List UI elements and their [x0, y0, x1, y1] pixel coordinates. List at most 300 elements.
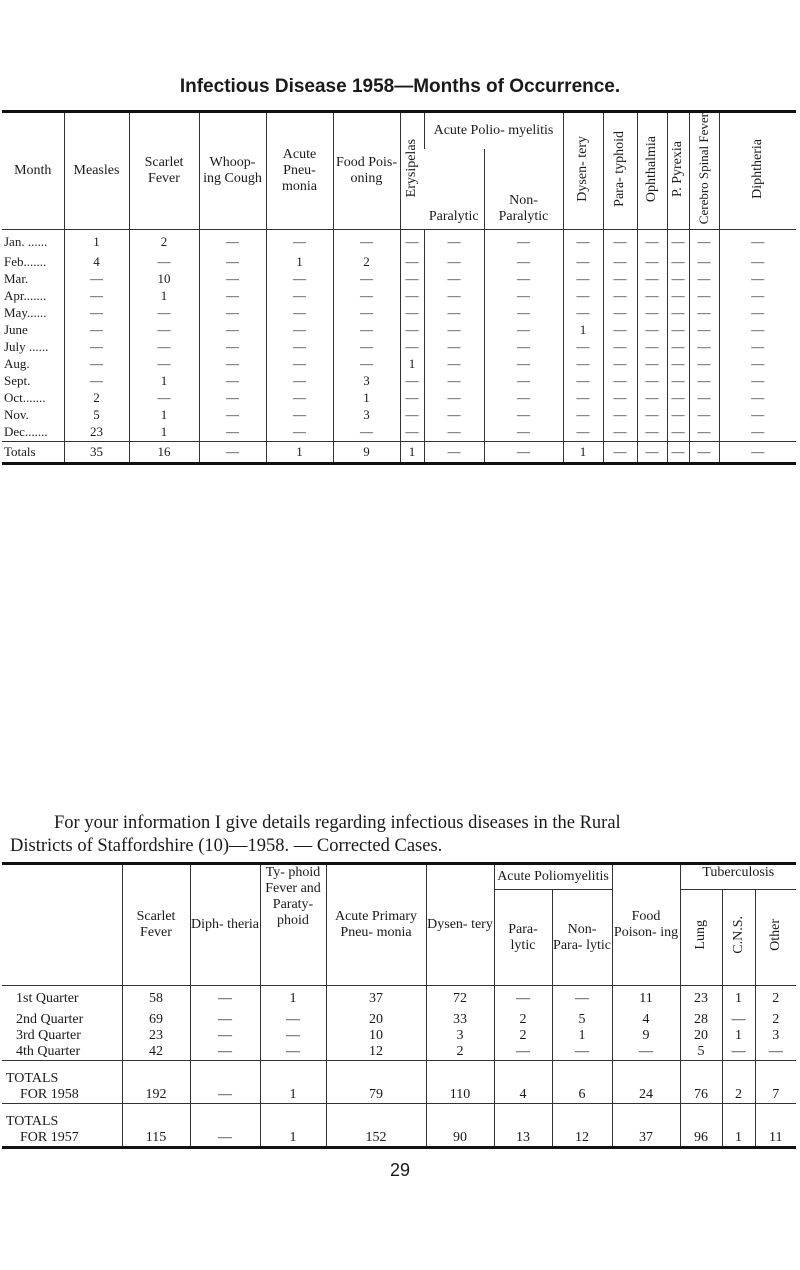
table-row — [2, 424, 796, 442]
table-cell: — — [400, 373, 424, 390]
col-header-paralytic: Paralytic — [424, 149, 484, 230]
table-cell: — — [260, 1028, 326, 1044]
table-row — [2, 356, 796, 373]
table-cell: — — [484, 424, 563, 442]
table-cell: 10 — [326, 1028, 426, 1044]
month-label: Apr....... — [4, 288, 47, 304]
table-cell: — — [563, 390, 603, 407]
table-cell: — — [64, 322, 129, 339]
table-cell: — — [637, 356, 667, 373]
table-cell: 42 — [122, 1044, 190, 1061]
table-cell: — — [199, 339, 266, 356]
table-cell: — — [667, 305, 689, 322]
table-cell: — — [603, 322, 637, 339]
col-header-dysentery: Dysen- tery — [563, 112, 603, 230]
table-cell: 23 — [64, 424, 129, 442]
totals-cell: 1 — [260, 1060, 326, 1103]
totals-cell: 2 — [722, 1060, 755, 1103]
table-cell: — — [484, 390, 563, 407]
table-cell: — — [667, 322, 689, 339]
t2-col-header-blank — [2, 864, 122, 986]
table-cell: — — [689, 390, 719, 407]
table-cell: — — [563, 356, 603, 373]
table-cell: — — [64, 305, 129, 322]
totals-cell: 1 — [722, 1103, 755, 1147]
rural-districts-table — [2, 862, 796, 1149]
table-cell: — — [637, 322, 667, 339]
totals-cell: 9 — [333, 441, 400, 463]
col-header-whooping-cough: Whoop- ing Cough — [199, 112, 266, 230]
table-cell: — — [552, 986, 612, 1012]
totals-cell: 115 — [122, 1103, 190, 1147]
table-cell: 3 — [426, 1028, 494, 1044]
table-cell: — — [719, 356, 796, 373]
table-cell: 23 — [680, 986, 722, 1012]
table-cell: — — [199, 230, 266, 254]
table-cell: — — [400, 230, 424, 254]
quarter-row — [2, 1012, 796, 1028]
totals-cell: — — [667, 441, 689, 463]
totals-label-line1: TOTALS — [6, 1113, 59, 1129]
table-cell: 2 — [755, 986, 796, 1012]
table-cell: — — [494, 1044, 552, 1061]
table-cell: — — [689, 356, 719, 373]
table-cell: 1 — [333, 390, 400, 407]
totals-cell: 152 — [326, 1103, 426, 1147]
table-cell: — — [424, 271, 484, 288]
table-cell: 1 — [129, 407, 199, 424]
totals-cell: 1 — [400, 441, 424, 463]
table-cell: — — [266, 230, 333, 254]
table-row — [2, 288, 796, 305]
table-cell: 1 — [129, 424, 199, 442]
table-cell: — — [563, 288, 603, 305]
month-label: July ...... — [4, 339, 49, 355]
t2-col-header-dysentery: Dysen- tery — [426, 864, 494, 986]
table-cell: — — [603, 373, 637, 390]
table-cell: — — [333, 339, 400, 356]
totals-label-line2: FOR 1958 — [20, 1086, 79, 1102]
table-cell: — — [689, 424, 719, 442]
table-cell: — — [333, 288, 400, 305]
totals-row — [2, 441, 796, 463]
table-cell: — — [484, 271, 563, 288]
table-cell: 28 — [680, 1012, 722, 1028]
table-cell: — — [64, 271, 129, 288]
table-cell: — — [199, 288, 266, 305]
table-cell: — — [755, 1044, 796, 1061]
table-cell: — — [637, 407, 667, 424]
table-row — [2, 254, 796, 271]
table-cell: — — [190, 986, 260, 1012]
table-cell: 1 — [400, 356, 424, 373]
col-header-erysipelas: Erysipelas — [400, 112, 424, 230]
totals-cell: — — [190, 1103, 260, 1147]
table-cell: 4 — [612, 1012, 680, 1028]
table-cell: — — [190, 1044, 260, 1061]
month-label: Mar. — [4, 271, 29, 287]
totals-label: Totals — [2, 441, 64, 463]
table-cell: — — [552, 1044, 612, 1061]
table-row — [2, 271, 796, 288]
table-cell: — — [719, 288, 796, 305]
table-cell: — — [199, 271, 266, 288]
table-cell: — — [266, 373, 333, 390]
month-label: May...... — [4, 305, 47, 321]
table-cell: 1 — [266, 254, 333, 271]
table-cell: — — [424, 407, 484, 424]
table-cell: — — [494, 986, 552, 1012]
table-cell: — — [667, 230, 689, 254]
table-cell: 3 — [333, 373, 400, 390]
table-cell: 9 — [612, 1028, 680, 1044]
table-cell: — — [563, 424, 603, 442]
page-number: 29 — [389, 1160, 411, 1180]
table-cell: — — [603, 424, 637, 442]
paragraph-line-1: For your information I give details regarding infectious diseases in the Rural — [54, 813, 621, 833]
table-cell: — — [64, 288, 129, 305]
table-cell: 37 — [326, 986, 426, 1012]
table-cell: — — [129, 390, 199, 407]
totals-cell: — — [719, 441, 796, 463]
totals-cell: — — [199, 441, 266, 463]
table-cell: — — [719, 424, 796, 442]
table-cell: — — [637, 305, 667, 322]
table-cell: — — [637, 271, 667, 288]
table-cell: — — [689, 288, 719, 305]
table-cell: — — [603, 254, 637, 271]
col-header-acute-pneumonia: Acute Pneu- monia — [266, 112, 333, 230]
table-cell: — — [484, 254, 563, 271]
totals-cell: — — [190, 1060, 260, 1103]
t2-col-header-diphtheria: Diph- theria — [190, 864, 260, 986]
totals-cell: 4 — [494, 1060, 552, 1103]
month-label: Oct....... — [4, 390, 46, 406]
table-cell: — — [400, 288, 424, 305]
totals-cell: 1 — [563, 441, 603, 463]
table-cell: 5 — [680, 1044, 722, 1061]
table-cell: — — [667, 288, 689, 305]
table-cell: 2 — [426, 1044, 494, 1061]
totals-label-line2: FOR 1957 — [20, 1129, 79, 1145]
table-cell: — — [400, 424, 424, 442]
table-cell: 1 — [64, 230, 129, 254]
table-cell: — — [424, 424, 484, 442]
col-header-month: Month — [2, 112, 64, 230]
table-cell: — — [667, 390, 689, 407]
t2-col-header-food-poisoning: Food Poison- ing — [612, 864, 680, 986]
table-cell: 2 — [129, 230, 199, 254]
table-cell: — — [563, 305, 603, 322]
table-cell: — — [667, 424, 689, 442]
table-cell: 20 — [680, 1028, 722, 1044]
table-cell: — — [400, 271, 424, 288]
table-cell: 72 — [426, 986, 494, 1012]
table-cell: — — [484, 407, 563, 424]
table-cell: — — [64, 356, 129, 373]
table-cell: — — [722, 1012, 755, 1028]
col-header-measles: Measles — [64, 112, 129, 230]
table-cell: — — [129, 339, 199, 356]
table-cell: — — [260, 1044, 326, 1061]
t2-col-header-tuberculosis: Tuberculosis — [680, 864, 796, 890]
table-cell: — — [719, 373, 796, 390]
table-cell: — — [563, 373, 603, 390]
col-header-para-typhoid: Para- typhoid — [603, 112, 637, 230]
month-label: Feb....... — [4, 254, 47, 270]
table-cell: — — [400, 322, 424, 339]
table-cell: — — [637, 254, 667, 271]
table-cell: 58 — [122, 986, 190, 1012]
t2-col-header-paralytic: Para- lytic — [494, 890, 552, 986]
table-cell: — — [563, 254, 603, 271]
quarter-label: 1st Quarter — [16, 990, 79, 1006]
table-cell: — — [199, 254, 266, 271]
t2-col-header-non-paralytic: Non- Para- lytic — [552, 890, 612, 986]
totals-cell: — — [603, 441, 637, 463]
quarter-label: 2nd Quarter — [16, 1011, 84, 1027]
month-label: June — [4, 322, 28, 338]
table-cell: — — [199, 424, 266, 442]
table-cell: — — [424, 305, 484, 322]
totals-cell: 76 — [680, 1060, 722, 1103]
totals-cell: 16 — [129, 441, 199, 463]
table-cell: — — [333, 230, 400, 254]
t2-col-header-lung: Lung — [680, 890, 722, 986]
table-cell: — — [689, 230, 719, 254]
table-cell: — — [603, 339, 637, 356]
table-cell: 3 — [333, 407, 400, 424]
totals-cell: — — [484, 441, 563, 463]
table-cell: — — [612, 1044, 680, 1061]
table-cell: — — [64, 339, 129, 356]
table-cell: — — [484, 339, 563, 356]
table-cell: — — [129, 322, 199, 339]
table-cell: — — [424, 230, 484, 254]
paragraph-line-2: Districts of Staffordshire (10)—1958. — Corrected Cases. — [10, 836, 443, 856]
t2-col-header-typhoid: Ty- phoid Fever and Paraty- phoid — [260, 864, 326, 986]
quarter-row — [2, 1044, 796, 1061]
table-cell: — — [484, 356, 563, 373]
table-cell: — — [667, 373, 689, 390]
totals-cell: 13 — [494, 1103, 552, 1147]
table-cell: — — [266, 322, 333, 339]
table-cell: — — [719, 322, 796, 339]
col-header-ophthalmia: Ophthalmia — [637, 112, 667, 230]
table-row — [2, 373, 796, 390]
table-cell: — — [689, 339, 719, 356]
totals-cell: 12 — [552, 1103, 612, 1147]
quarter-label: 4th Quarter — [16, 1043, 81, 1059]
table-cell: — — [563, 407, 603, 424]
table-cell: — — [719, 305, 796, 322]
table-cell: — — [689, 271, 719, 288]
table-cell: — — [424, 390, 484, 407]
information-paragraph — [10, 812, 798, 858]
table-cell: — — [400, 305, 424, 322]
table-cell: — — [266, 390, 333, 407]
totals-cell: 35 — [64, 441, 129, 463]
totals-cell: 6 — [552, 1060, 612, 1103]
table-cell: — — [637, 373, 667, 390]
table-cell: — — [424, 373, 484, 390]
table-cell: — — [603, 288, 637, 305]
table-cell: — — [484, 373, 563, 390]
table-cell: 1 — [722, 986, 755, 1012]
table-cell: — — [719, 230, 796, 254]
table-cell: — — [484, 230, 563, 254]
table-cell: 1 — [563, 322, 603, 339]
t2-col-header-cns: C.N.S. — [722, 890, 755, 986]
table-cell: — — [400, 390, 424, 407]
table-cell: — — [603, 390, 637, 407]
table-cell: — — [400, 407, 424, 424]
t2-col-header-other: Other — [755, 890, 796, 986]
table-cell: — — [190, 1028, 260, 1044]
month-label: Aug. — [4, 356, 30, 372]
table-cell: — — [129, 254, 199, 271]
table-cell: 3 — [755, 1028, 796, 1044]
table-row — [2, 305, 796, 322]
totals-cell: 96 — [680, 1103, 722, 1147]
totals-cell: — — [637, 441, 667, 463]
table-cell: — — [266, 339, 333, 356]
totals-cell: 110 — [426, 1060, 494, 1103]
table-cell: — — [484, 305, 563, 322]
table-cell: 10 — [129, 271, 199, 288]
table-cell: — — [719, 407, 796, 424]
table-cell: — — [689, 373, 719, 390]
table-cell: 11 — [612, 986, 680, 1012]
table-cell: — — [266, 407, 333, 424]
table-cell: — — [563, 339, 603, 356]
table-cell: — — [424, 339, 484, 356]
totals-1957-row — [2, 1103, 796, 1147]
table-cell: — — [637, 288, 667, 305]
table-cell: — — [667, 254, 689, 271]
table-cell: — — [603, 407, 637, 424]
table-cell: — — [719, 254, 796, 271]
table-row — [2, 390, 796, 407]
table-cell: — — [722, 1044, 755, 1061]
table-cell: — — [667, 356, 689, 373]
table-cell: — — [129, 305, 199, 322]
table-cell: 23 — [122, 1028, 190, 1044]
table-cell: 2 — [494, 1012, 552, 1028]
table-cell: 2 — [755, 1012, 796, 1028]
table-cell: — — [637, 339, 667, 356]
table-cell: 1 — [260, 986, 326, 1012]
quarter-row — [2, 1028, 796, 1044]
table-row — [2, 322, 796, 339]
table-cell: — — [266, 271, 333, 288]
table-cell: — — [333, 424, 400, 442]
col-header-diphtheria: Diphtheria — [719, 112, 796, 230]
table-row — [2, 339, 796, 356]
table-cell: — — [333, 305, 400, 322]
table-cell: 1 — [129, 288, 199, 305]
table-cell: — — [603, 271, 637, 288]
table-cell: — — [424, 322, 484, 339]
table-cell: — — [266, 288, 333, 305]
totals-cell: 37 — [612, 1103, 680, 1147]
page-title: Infectious Disease 1958—Months of Occurrence. — [179, 76, 621, 97]
table-cell: — — [199, 322, 266, 339]
table-cell: — — [199, 305, 266, 322]
totals-cell: 11 — [755, 1103, 796, 1147]
month-label: Sept. — [4, 373, 31, 389]
table-cell: — — [400, 254, 424, 271]
table-cell: 1 — [129, 373, 199, 390]
month-label: Jan. ...... — [4, 233, 48, 249]
totals-cell: — — [424, 441, 484, 463]
t2-col-header-acute-polio: Acute Poliomyelitis — [494, 864, 612, 890]
table-cell: — — [719, 390, 796, 407]
t2-col-header-acute-pneumonia: Acute Primary Pneu- monia — [326, 864, 426, 986]
quarter-row — [2, 986, 796, 1012]
table-cell: — — [260, 1012, 326, 1028]
table-cell: 5 — [552, 1012, 612, 1028]
table-cell: 2 — [64, 390, 129, 407]
table-cell: — — [667, 407, 689, 424]
table-cell: — — [603, 356, 637, 373]
table-cell: — — [603, 305, 637, 322]
table-cell: — — [689, 407, 719, 424]
quarter-label: 3rd Quarter — [16, 1027, 81, 1043]
table-cell: 12 — [326, 1044, 426, 1061]
totals-label — [2, 1103, 122, 1147]
table-cell: 69 — [122, 1012, 190, 1028]
table-cell: — — [719, 271, 796, 288]
table-cell: — — [637, 230, 667, 254]
table-cell: 4 — [64, 254, 129, 271]
col-header-scarlet-fever: Scarlet Fever — [129, 112, 199, 230]
table-cell: 5 — [64, 407, 129, 424]
totals-cell: 192 — [122, 1060, 190, 1103]
table-cell: — — [667, 271, 689, 288]
table-cell: — — [689, 254, 719, 271]
table-cell: — — [64, 373, 129, 390]
table-cell: — — [603, 230, 637, 254]
table-cell: — — [266, 356, 333, 373]
table-cell: — — [667, 339, 689, 356]
t2-col-header-scarlet-fever: Scarlet Fever — [122, 864, 190, 986]
table-cell: 2 — [494, 1028, 552, 1044]
col-header-cerebro-spinal: Cerebro Spinal Fever — [689, 112, 719, 230]
table-cell: — — [190, 1012, 260, 1028]
table-cell: 1 — [722, 1028, 755, 1044]
table-cell: — — [333, 322, 400, 339]
table-cell: — — [333, 271, 400, 288]
table-row — [2, 230, 796, 254]
totals-cell: 1 — [260, 1103, 326, 1147]
table-cell: — — [563, 230, 603, 254]
table-cell: — — [637, 390, 667, 407]
totals-cell: 7 — [755, 1060, 796, 1103]
table-cell: 33 — [426, 1012, 494, 1028]
totals-1958-row — [2, 1060, 796, 1103]
table-cell: — — [563, 271, 603, 288]
table-cell: — — [484, 288, 563, 305]
table-cell: 20 — [326, 1012, 426, 1028]
table-cell: — — [424, 254, 484, 271]
totals-label-line1: TOTALS — [6, 1070, 59, 1086]
table-cell: — — [199, 390, 266, 407]
table-cell: — — [266, 305, 333, 322]
totals-cell: — — [689, 441, 719, 463]
table-cell: — — [199, 373, 266, 390]
table-cell: — — [129, 356, 199, 373]
